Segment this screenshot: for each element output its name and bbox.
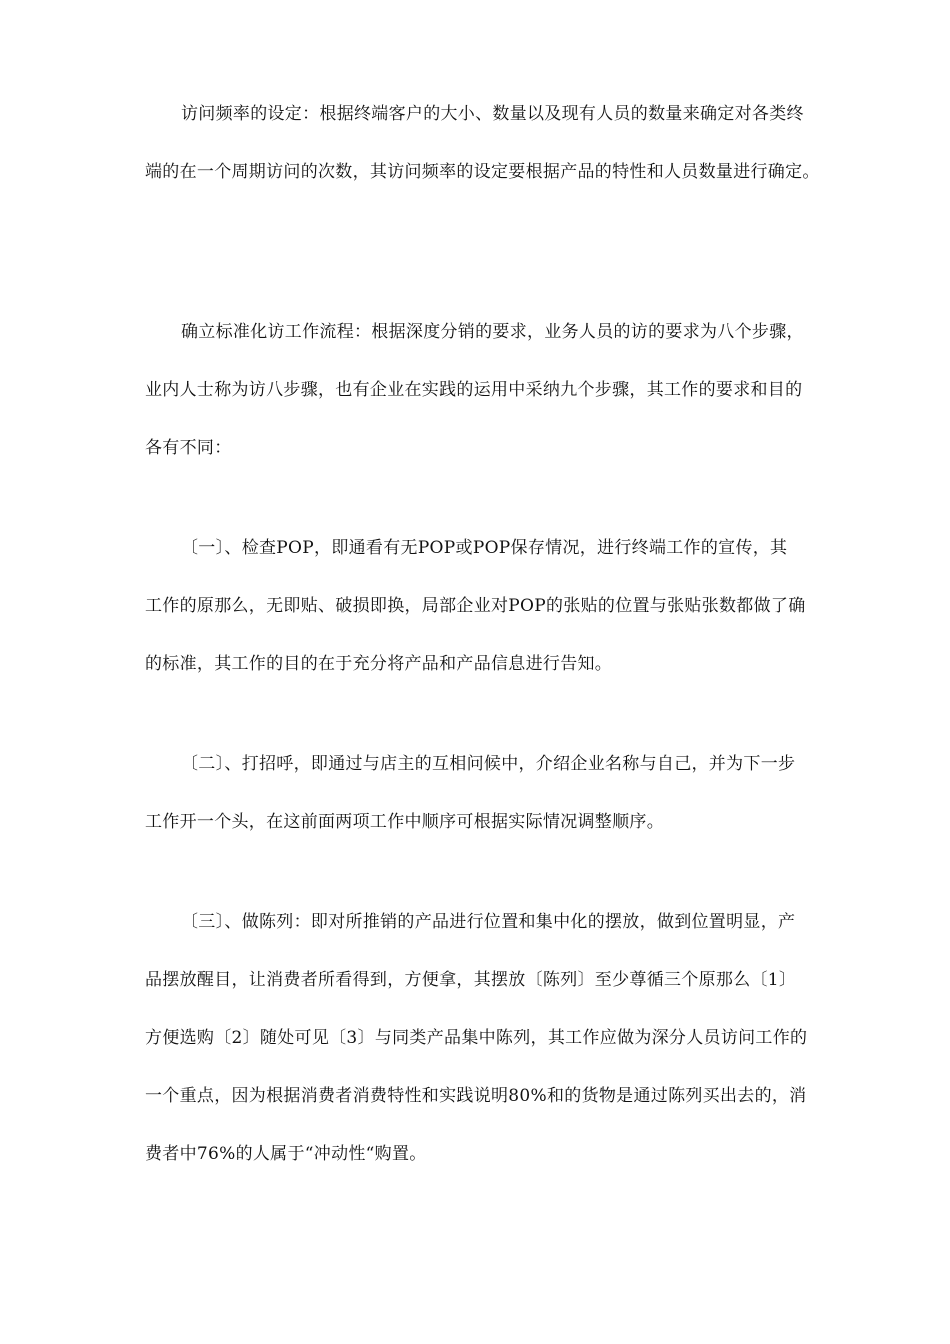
text-line: 业内人士称为访八步骤，也有企业在实践的运用中采纳九个步骤，其工作的要求和目的 <box>145 380 803 400</box>
paragraph-visit-frequency <box>145 100 880 216</box>
text-line: 方便选购〔2〕随处可见〔3〕与同类产品集中陈列，其工作应做为深分人员访问工作的 <box>145 1028 808 1048</box>
text-line: 的标准，其工作的目的在于充分将产品和产品信息进行告知。 <box>145 654 613 674</box>
text-line: 各有不同： <box>145 438 232 458</box>
text-line: 工作开一个头，在这前面两项工作中顺序可根据实际情况调整顺序。 <box>145 812 664 832</box>
paragraph-step-two-greeting <box>145 750 880 866</box>
text-line: 费者中76%的人属于“冲动性“购置。 <box>145 1144 427 1164</box>
text-line: 〔一〕、检查POP，即通看有无POP或POP保存情况，进行终端工作的宣传，其 <box>181 538 788 558</box>
paragraph-step-three-display <box>145 908 880 1198</box>
text-line: 〔三〕、做陈列：即对所推销的产品进行位置和集中化的摆放，做到位置明显，产 <box>181 912 796 932</box>
text-line: 访问频率的设定：根据终端客户的大小、数量以及现有人员的数量来确定对各类终 <box>181 104 804 124</box>
text-line: 品摆放醒目，让消费者所看得到，方便拿，其摆放〔陈列〕至少尊循三个原那么〔1〕 <box>145 970 797 990</box>
paragraph-standard-process <box>145 318 880 492</box>
text-line: 一个重点，因为根据消费者消费特性和实践说明80%和的货物是通过陈列买出去的，消 <box>145 1086 807 1106</box>
paragraph-step-one-pop <box>145 534 880 708</box>
text-line: 端的在一个周期访问的次数，其访问频率的设定要根据产品的特性和人员数量进行确定。 <box>145 162 820 182</box>
text-line: 确立标准化访工作流程：根据深度分销的要求，业务人员的访的要求为八个步骤， <box>181 322 804 342</box>
text-line: 〔二〕、打招呼，即通过与店主的互相问候中，介绍企业名称与自己，并为下一步 <box>181 754 796 774</box>
text-line: 工作的原那么，无即贴、破损即换，局部企业对POP的张贴的位置与张贴张数都做了确 <box>145 596 806 616</box>
